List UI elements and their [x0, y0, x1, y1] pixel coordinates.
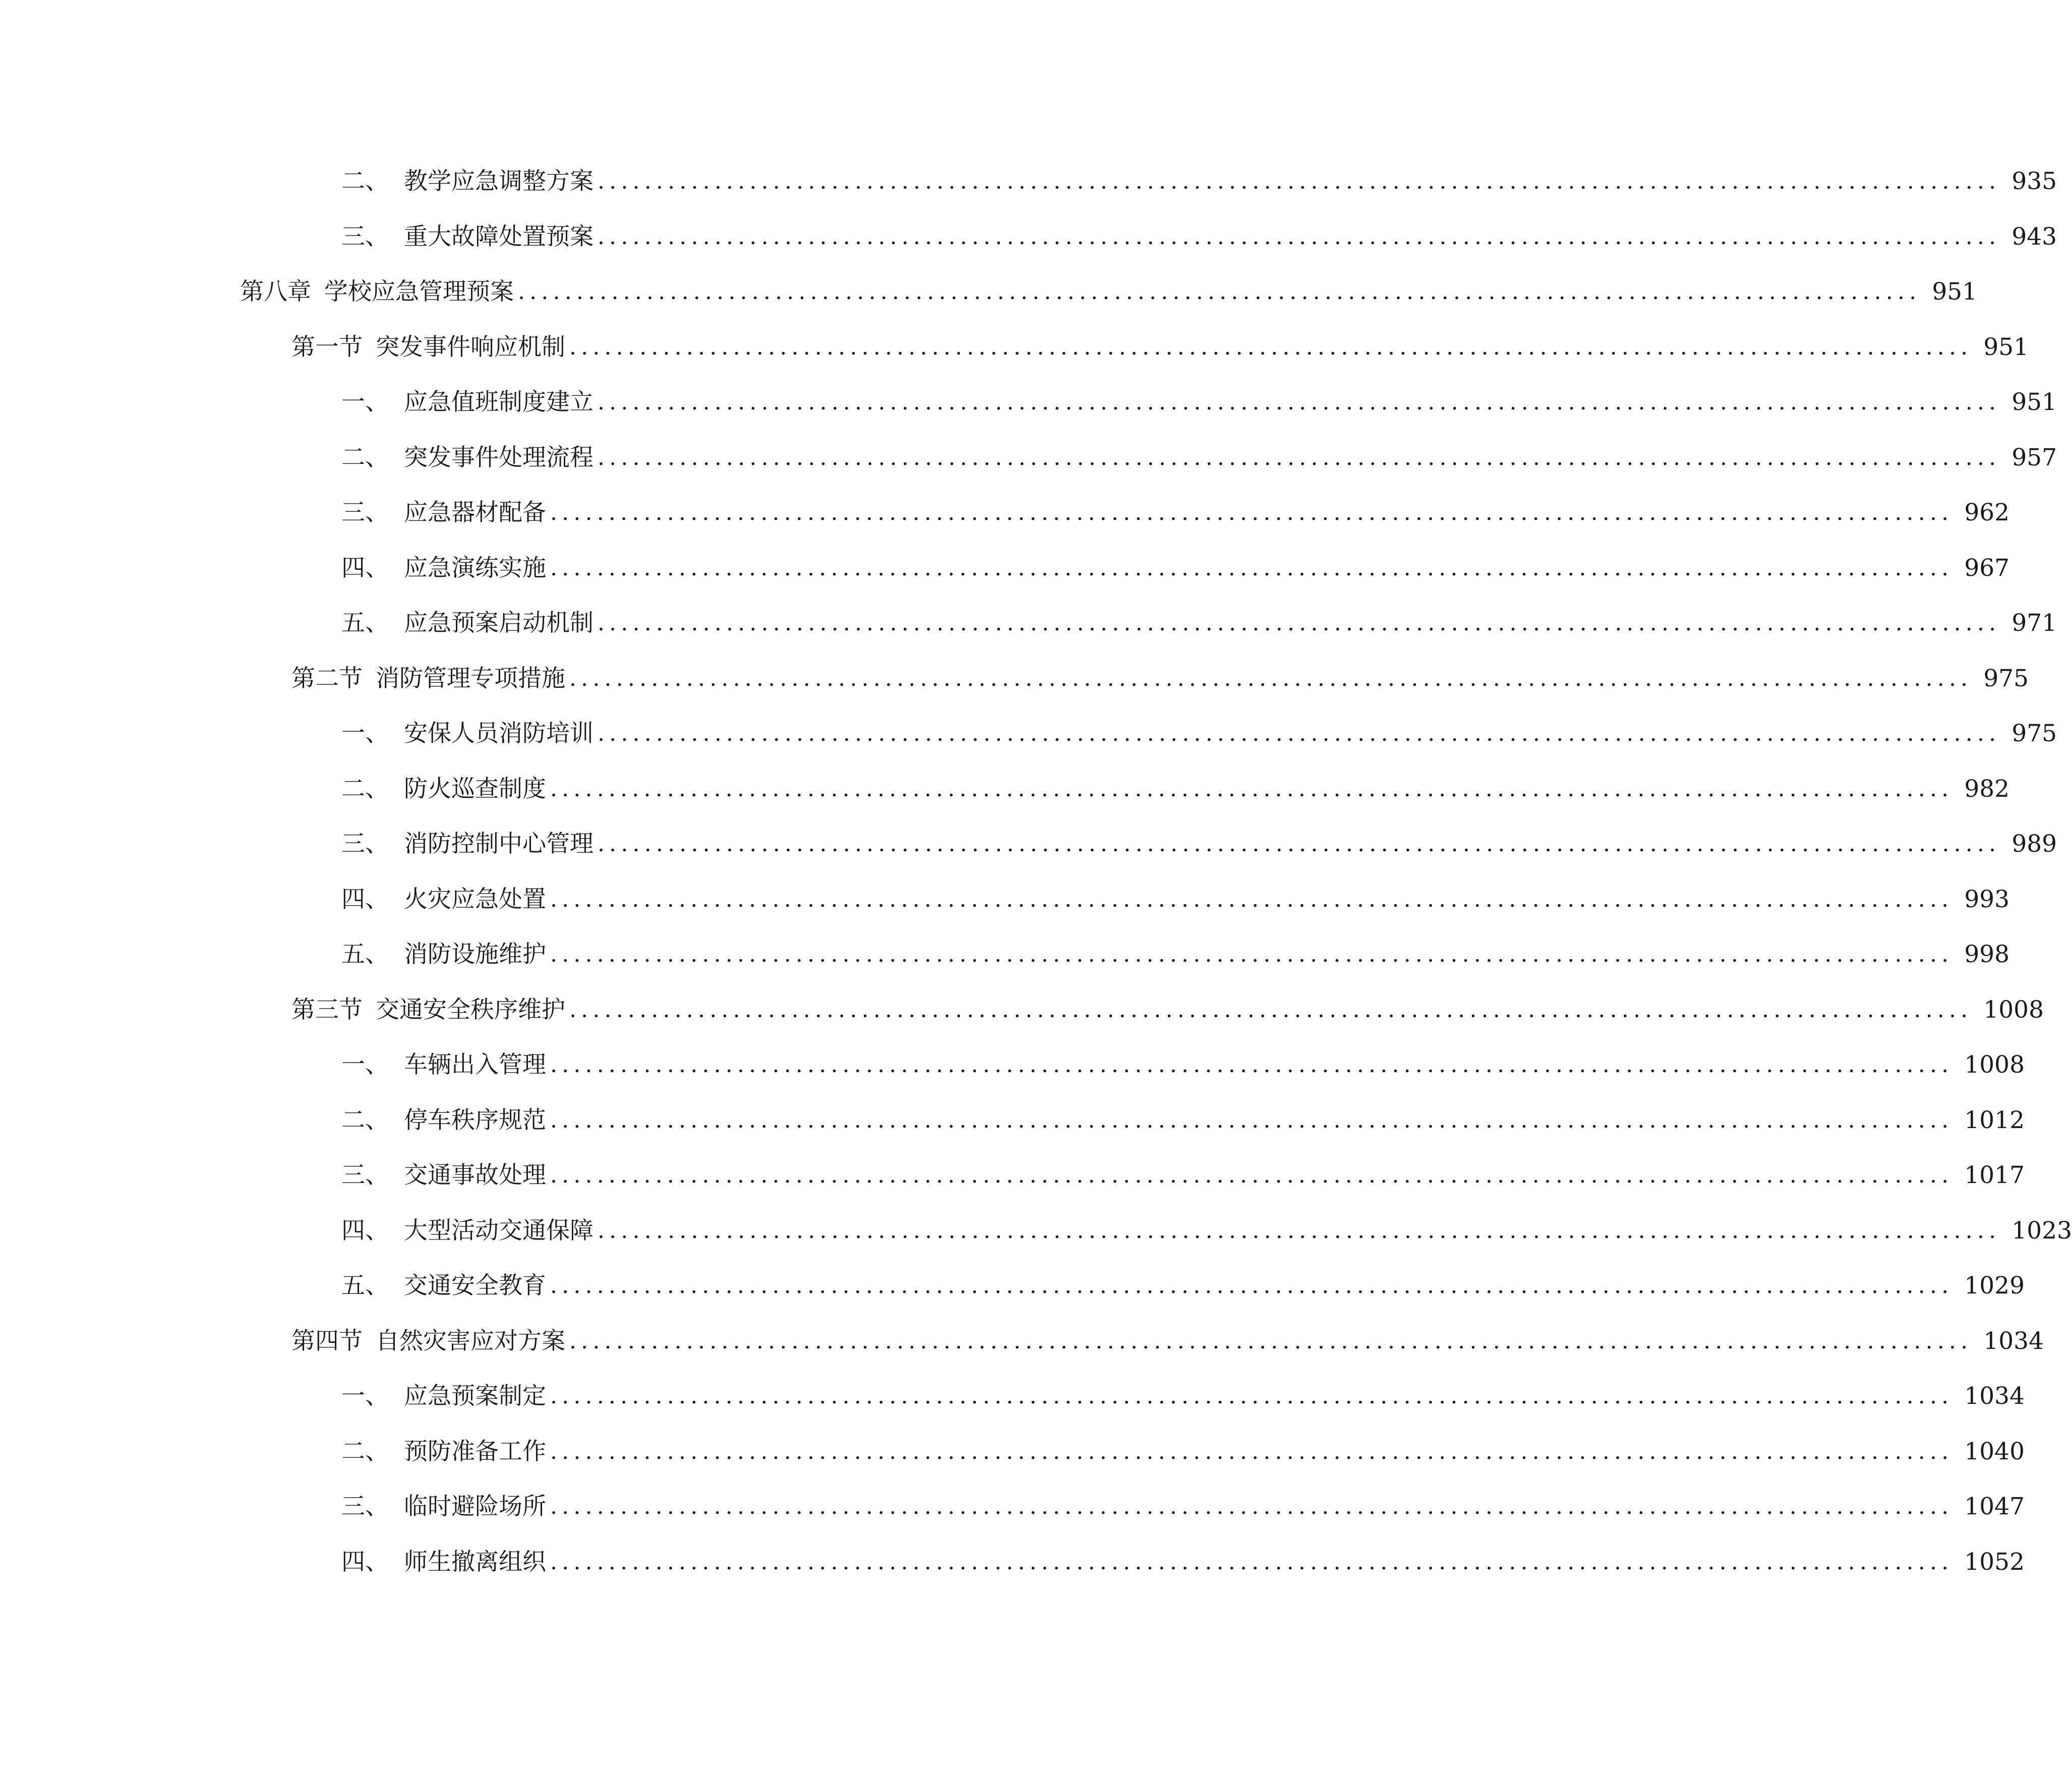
toc-entry-title: 安保人员消防培训 [404, 720, 594, 747]
toc-leader-dots: ........................................................................................................................ [598, 831, 2001, 857]
toc-entry-page: 975 [1983, 664, 2029, 692]
toc-leader-dots: ........................................................................................................................ [550, 1383, 1953, 1409]
toc-entry-page: 967 [1964, 554, 2010, 582]
toc-leader-dots: ........................................................................................................................ [550, 1052, 1953, 1078]
toc-entry-title: 重大故障处置预案 [404, 222, 594, 251]
toc-entry[interactable] [341, 924, 2010, 970]
toc-leader-dots: ........................................................................................................................ [550, 500, 1953, 525]
toc-section-entry[interactable] [291, 317, 2029, 363]
toc-entry-number: 第三节 [291, 995, 363, 1024]
toc-entry-page: 989 [2011, 830, 2057, 858]
toc-leader-dots: ........................................................................................................................ [550, 776, 1953, 802]
toc-entry[interactable] [341, 428, 2057, 473]
toc-entry[interactable] [341, 814, 2057, 859]
toc-leader-dots: ........................................................................................................................ [569, 665, 1973, 691]
toc-entry-number: 五、 [341, 940, 389, 968]
toc-leader-dots: ........................................................................................................................ [598, 721, 2001, 746]
toc-leader-dots: ........................................................................................................................ [550, 941, 1953, 967]
toc-leader-dots: ........................................................................................................................ [550, 1107, 1953, 1133]
toc-entry-title: 临时避险场所 [404, 1493, 546, 1520]
toc-entry-number: 三、 [341, 830, 389, 858]
toc-entry-page: 1029 [1964, 1272, 2025, 1300]
toc-entry-page: 943 [2011, 222, 2057, 251]
toc-entry[interactable] [341, 1201, 2072, 1246]
toc-entry[interactable] [341, 207, 2057, 252]
toc-leader-dots: ........................................................................................................................ [550, 555, 1953, 581]
toc-entry-title: 大型活动交通保障 [404, 1216, 594, 1245]
toc-entry-title: 防火巡查制度 [404, 775, 546, 803]
toc-entry-page: 951 [2011, 388, 2057, 416]
toc-entry-page: 998 [1964, 940, 2010, 968]
toc-entry-number: 二、 [341, 167, 389, 195]
toc-entry-page: 993 [1964, 885, 2010, 913]
toc-entry-title: 应急值班制度建立 [404, 388, 594, 416]
toc-entry-page: 1034 [1983, 1327, 2044, 1355]
toc-entry[interactable] [341, 372, 2057, 418]
toc-leader-dots: ........................................................................................................................ [550, 1494, 1953, 1519]
toc-entry-page: 1047 [1964, 1493, 2025, 1520]
toc-entry[interactable] [341, 1366, 2025, 1411]
toc-leader-dots: ........................................................................................................................ [598, 389, 2001, 415]
toc-leader-dots: ........................................................................................................................ [550, 1549, 1953, 1575]
toc-entry-page: 1008 [1983, 995, 2044, 1024]
toc-entry-title: 应急预案制定 [404, 1382, 546, 1410]
toc-leader-dots: ........................................................................................................................ [518, 279, 1921, 305]
toc-entry-number: 五、 [341, 609, 389, 637]
toc-entry-title: 消防控制中心管理 [404, 830, 594, 858]
toc-entry[interactable] [341, 593, 2057, 638]
toc-entry-number: 四、 [341, 1548, 389, 1576]
toc-leader-dots: ........................................................................................................................ [550, 1162, 1953, 1188]
toc-entry[interactable] [341, 151, 2057, 197]
toc-leader-dots: ........................................................................................................................ [569, 334, 1973, 360]
toc-leader-dots: ........................................................................................................................ [598, 1217, 2001, 1244]
toc-entry-number: 二、 [341, 775, 389, 803]
toc-entry-title: 消防管理专项措施 [376, 664, 565, 692]
toc-leader-dots: ........................................................................................................................ [569, 996, 1973, 1023]
toc-entry-title: 预防准备工作 [404, 1437, 546, 1465]
toc-entry-title: 突发事件响应机制 [376, 333, 565, 361]
toc-entry-page: 1008 [1964, 1051, 2025, 1079]
toc-entry-title: 交通安全教育 [404, 1272, 546, 1300]
toc-leader-dots: ........................................................................................................................ [550, 1273, 1953, 1299]
toc-entry[interactable] [341, 1422, 2025, 1467]
toc-leader-dots: ........................................................................................................................ [598, 444, 2001, 470]
toc-entry-title: 车辆出入管理 [404, 1051, 546, 1079]
toc-entry-number: 二、 [341, 1437, 389, 1465]
toc-entry[interactable] [341, 1090, 2025, 1136]
toc-entry-title: 自然灾害应对方案 [376, 1327, 565, 1355]
toc-leader-dots: ........................................................................................................................ [598, 223, 2001, 250]
toc-entry-title: 火灾应急处置 [404, 885, 546, 913]
toc-entry-title: 停车秩序规范 [404, 1106, 546, 1134]
toc-entry-title: 突发事件处理流程 [404, 443, 594, 471]
toc-entry-number: 一、 [341, 1051, 389, 1079]
toc-entry-title: 学校应急管理预案 [324, 278, 514, 306]
toc-entry[interactable] [341, 1477, 2025, 1522]
toc-entry-number: 一、 [341, 388, 389, 416]
toc-entry-page: 962 [1964, 499, 2010, 526]
toc-entry-page: 951 [1932, 278, 1978, 306]
toc-entry[interactable] [341, 1256, 2025, 1301]
toc-entry-number: 一、 [341, 1382, 389, 1410]
toc-entry[interactable] [341, 483, 2010, 528]
toc-entry-number: 第一节 [291, 333, 363, 361]
toc-entry-number: 三、 [341, 1493, 389, 1520]
toc-leader-dots: ........................................................................................................................ [598, 168, 2001, 194]
toc-entry-number: 第二节 [291, 664, 363, 692]
toc-section-entry[interactable] [291, 648, 2029, 694]
toc-entry-page: 975 [2011, 720, 2057, 747]
toc-entry-page: 957 [2011, 443, 2057, 471]
toc-entry[interactable] [341, 538, 2010, 583]
toc-entry-number: 五、 [341, 1272, 389, 1300]
toc-entry-title: 应急器材配备 [404, 499, 546, 526]
toc-entry-page: 951 [1983, 333, 2029, 361]
toc-entry-number: 四、 [341, 1216, 389, 1245]
toc-entry-number: 第四节 [291, 1327, 363, 1355]
toc-entry[interactable] [341, 1532, 2025, 1577]
toc-entry-page: 1034 [1964, 1382, 2025, 1410]
toc-entry[interactable] [341, 759, 2010, 804]
toc-entry-title: 消防设施维护 [404, 940, 546, 968]
toc-entry-title: 师生撤离组织 [404, 1548, 546, 1576]
toc-section-entry[interactable] [291, 980, 2044, 1025]
toc-entry[interactable] [341, 869, 2010, 915]
toc-chapter-entry[interactable] [240, 262, 1978, 307]
toc-entry-number: 四、 [341, 885, 389, 913]
toc-entry-page: 1040 [1964, 1437, 2025, 1465]
toc-entry-title: 应急演练实施 [404, 554, 546, 582]
toc-entry-title: 应急预案启动机制 [404, 609, 594, 637]
toc-entry-number: 第八章 [240, 278, 311, 306]
toc-leader-dots: ........................................................................................................................ [550, 1438, 1953, 1464]
toc-entry-page: 1017 [1964, 1161, 2025, 1189]
toc-entry-title: 交通事故处理 [404, 1161, 546, 1189]
toc-entry-title: 交通安全秩序维护 [376, 995, 565, 1024]
toc-entry-page: 982 [1964, 775, 2010, 803]
toc-entry-page: 1052 [1964, 1548, 2025, 1576]
toc-section-entry[interactable] [291, 1311, 2044, 1357]
toc-entry-number: 三、 [341, 1161, 389, 1189]
toc-entry-title: 教学应急调整方案 [404, 167, 594, 195]
toc-entry-number: 三、 [341, 222, 389, 251]
toc-entry[interactable] [341, 1035, 2025, 1080]
toc-entry-page: 971 [2011, 609, 2057, 637]
toc-leader-dots: ........................................................................................................................ [598, 610, 2001, 636]
toc-leader-dots: ........................................................................................................................ [550, 886, 1953, 912]
toc-entry-number: 四、 [341, 554, 389, 582]
toc-entry[interactable] [341, 1145, 2025, 1191]
toc-entry-page: 935 [2011, 167, 2057, 195]
toc-entry-number: 三、 [341, 499, 389, 526]
toc-entry-number: 二、 [341, 443, 389, 471]
toc-entry-page: 1023 [2011, 1216, 2072, 1245]
toc-entry-page: 1012 [1964, 1106, 2025, 1134]
toc-entry-number: 二、 [341, 1106, 389, 1134]
toc-entry[interactable] [341, 703, 2057, 749]
toc-leader-dots: ........................................................................................................................ [569, 1328, 1973, 1354]
toc-entry-number: 一、 [341, 720, 389, 747]
